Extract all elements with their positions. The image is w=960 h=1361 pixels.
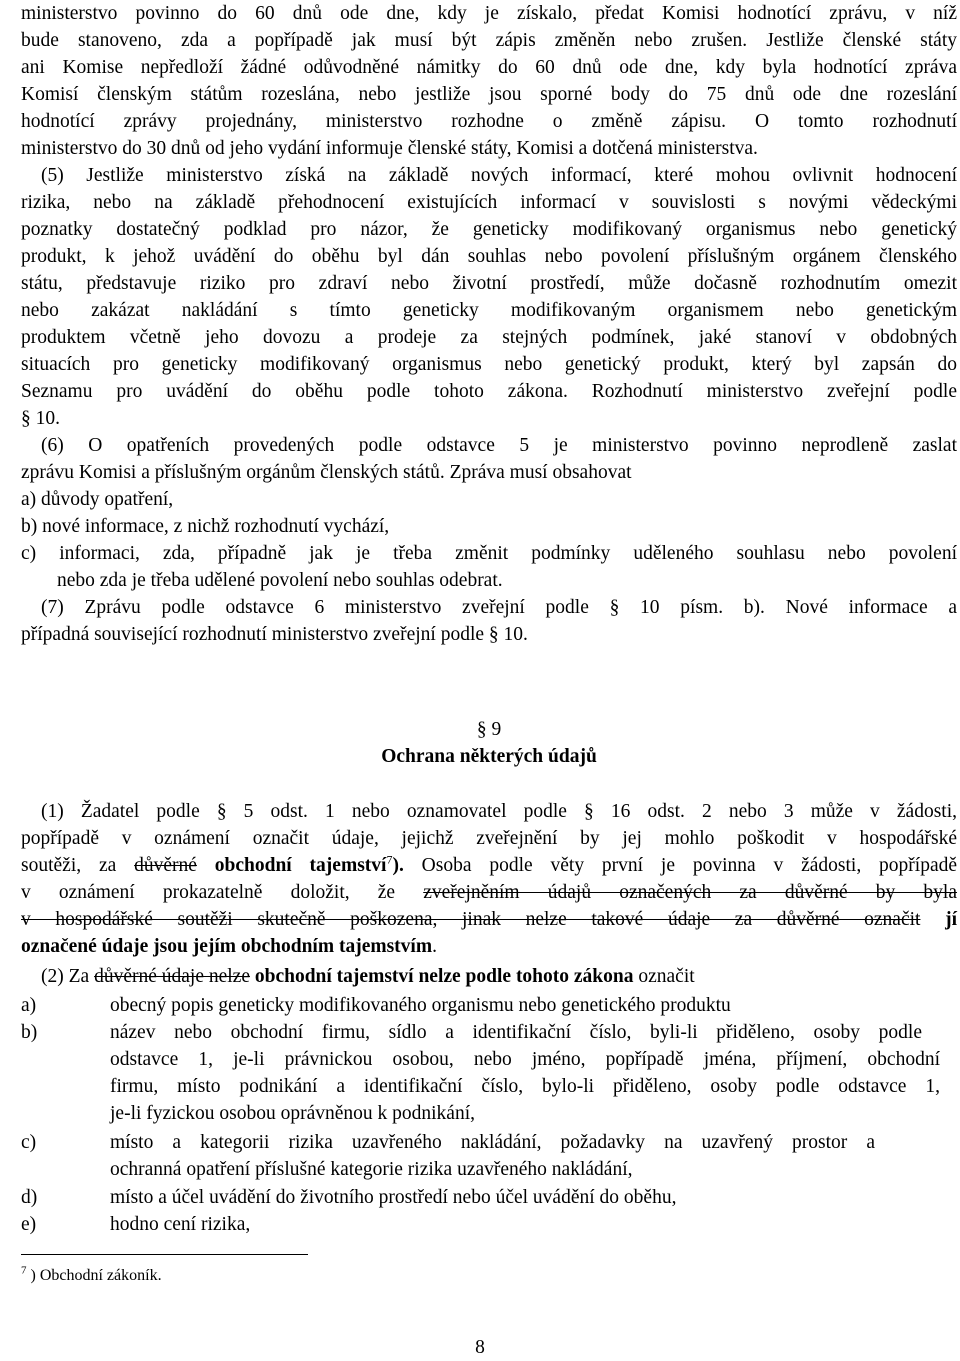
footnote-divider	[21, 1254, 308, 1255]
section-number: § 9	[476, 719, 502, 740]
list-item-c-cont: nebo zda je třeba udělené povolení nebo souhlas odebrat.	[57, 570, 503, 591]
text-line	[21, 852, 957, 879]
item-text: ochranná opatření příslušné kategorie rizika uzavřeného nakládání,	[110, 1159, 633, 1180]
inserted-text: ).	[392, 855, 404, 876]
text-run: (2) Za	[41, 966, 95, 987]
text-line: ministerstvo do 30 dnů od jeho vydání informuje členské státy, Komisi a dotčená ministerstva.	[21, 138, 758, 159]
inserted-text: obchodní tajemství nelze podle tohoto zákona	[249, 966, 634, 987]
text-line: zprávu Komisi a příslušným orgánům členských států. Zpráva musí obsahovat	[21, 462, 632, 483]
deleted-text: zveřejněním údajů označených za důvěrné by byla	[423, 882, 958, 903]
inserted-text: obchodní tajemství	[196, 855, 387, 876]
item-label: a)	[21, 995, 37, 1016]
text-run: soutěži, za	[21, 855, 135, 876]
text-run: v oznámení prokazatelně doložit, že	[21, 882, 424, 903]
item-text: místo a účel uvádění do životního prostředí nebo účel uvádění do oběhu,	[110, 1187, 677, 1208]
text-line	[21, 906, 957, 933]
item-label: e)	[21, 1214, 37, 1235]
footnote-text: ) Obchodní zákoník.	[26, 1267, 162, 1284]
item-text: firmu, místo podnikání a identifikační číslo, bylo-li přiděleno, osoby podle odstavce 1,	[110, 1076, 940, 1097]
text-line: bude stanoveno, zda a popřípadě jak musí být zápis změněn nebo zrušen. Jestliže členské státy	[21, 30, 957, 51]
text-line	[21, 879, 957, 906]
deleted-text: důvěrné údaje nelze	[94, 966, 250, 987]
text-run: .	[432, 936, 437, 957]
text-line: Seznamu pro uvádění do oběhu podle tohoto zákona. Rozhodnutí ministerstvo zveřejní podle	[21, 381, 957, 402]
paragraph-7-line: (7) Zprávu podle odstavce 6 ministerstvo zveřejní podle § 10 písm. b). Nové informace a	[41, 597, 957, 618]
text-line: situacích pro geneticky modifikovaný organismus nebo genetický produkt, který byl zapsán do	[21, 354, 957, 375]
text-line: produktem včetně jeho dovozu a prodeje za stejných podmínek, jaké stanoví v obdobných	[21, 327, 957, 348]
footnote-ref: 7	[386, 852, 393, 867]
s9-paragraph-2-line	[41, 963, 957, 990]
text-line: rizika, nebo na základě přehodnocení existujících informací v souvislosti s novými vědeckými	[21, 192, 957, 213]
text-line	[21, 933, 957, 960]
footnote-mark: 7	[21, 1264, 27, 1277]
text-line: ministerstvo povinno do 60 dnů ode dne, kdy je získalo, předat Komisi hodnotící zprávu, v níž	[21, 3, 957, 24]
item-label: d)	[21, 1187, 38, 1208]
list-item-b: b) nové informace, z nichž rozhodnutí vychází,	[21, 516, 390, 537]
item-label: b)	[21, 1022, 38, 1043]
text-line: Komisí členským státům rozeslána, nebo jestliže jsou sporné body do 75 dnů ode dne rozeslání	[21, 84, 957, 105]
item-text: je-li fyzickou osobou oprávněnou k podnikání,	[110, 1103, 476, 1124]
list-item-c: c) informaci, zda, případně jak je třeba změnit podmínky uděleného souhlasu nebo povolení	[21, 543, 957, 564]
text-line: popřípadě v oznámení označit údaje, jejichž zveřejnění by jej mohlo poškodit v hospodářské	[21, 828, 957, 849]
deleted-text: důvěrné	[134, 855, 197, 876]
text-line: hodnotící zprávy projednány, ministerstvo rozhodne o změně zápisu. O tomto rozhodnutí	[21, 111, 957, 132]
paragraph-5-line: (5) Jestliže ministerstvo získá na základě nových informací, které mohou ovlivnit hodnocení	[41, 165, 957, 186]
deleted-text: v hospodářské soutěži skutečně poškozena, jinak nelze takové údaje za důvěrné označit	[21, 909, 921, 930]
item-text: odstavce 1, je-li právnickou osobou, nebo jméno, popřípadě jména, příjmení, obchodní	[110, 1049, 940, 1070]
text-run: Osoba podle věty první je povinna v žádosti, popřípadě	[403, 855, 958, 876]
item-text: název nebo obchodní firmu, sídlo a identifikační číslo, byli-li přiděleno, osoby podle	[110, 1022, 922, 1043]
page-number: 8	[475, 1337, 485, 1358]
item-text: místo a kategorii rizika uzavřeného nakládání, požadavky na uzavřený prostor a	[110, 1132, 875, 1153]
item-text: hodno cení rizika,	[110, 1214, 251, 1235]
section-title: Ochrana některých údajů	[381, 746, 597, 767]
text-line: případná související rozhodnutí ministerstvo zveřejní podle § 10.	[21, 624, 528, 645]
item-label: c)	[21, 1132, 37, 1153]
text-run: označit	[633, 966, 695, 987]
text-line: poznatky dostatečný podklad pro názor, že geneticky modifikovaný organismus nebo genetický	[21, 219, 957, 240]
text-line: ani Komise nepředloží žádné odůvodněné námitky do 60 dnů ode dne, kdy byla hodnotící zpráva	[21, 57, 957, 78]
footnote	[21, 1266, 162, 1286]
list-item-a: a) důvody opatření,	[21, 489, 174, 510]
text-line: státu, představuje riziko pro zdraví nebo životní prostředí, může dočasně rozhodnutím omezit	[21, 273, 957, 294]
inserted-text: označené údaje jsou jejím obchodním tajemstvím	[21, 936, 433, 957]
inserted-text: jí	[920, 909, 958, 930]
text-line: nebo zakázat nakládání s tímto geneticky modifikovaným organismem nebo genetickým	[21, 300, 957, 321]
text-line: produkt, k jehož uvádění do oběhu byl dán souhlas nebo povolení příslušným orgánem členského	[21, 246, 957, 267]
text-line: § 10.	[21, 408, 60, 429]
s9-paragraph-1-line: (1) Žadatel podle § 5 odst. 1 nebo oznamovatel podle § 16 odst. 2 nebo 3 může v žádosti,	[41, 801, 957, 822]
paragraph-6-line: (6) O opatřeních provedených podle odstavce 5 je ministerstvo povinno neprodleně zaslat	[41, 435, 957, 456]
item-text: obecný popis geneticky modifikovaného organismu nebo genetického produktu	[110, 995, 731, 1016]
